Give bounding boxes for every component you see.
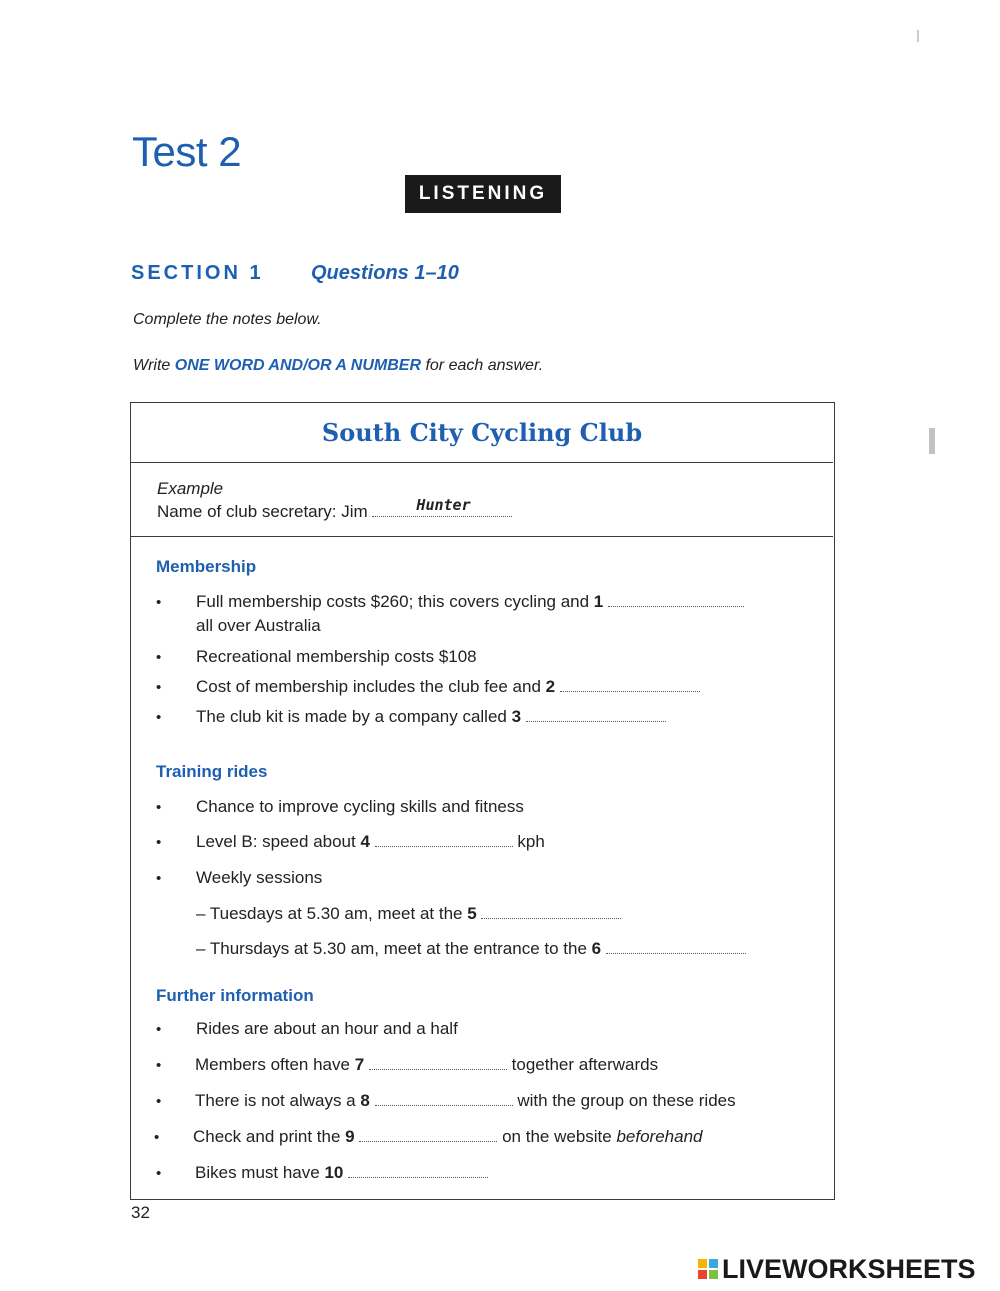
bullet: • xyxy=(156,1021,162,1038)
logo-text: LIVEWORKSHEETS xyxy=(722,1253,976,1284)
item-text: Members often have xyxy=(195,1055,350,1074)
bullet: • xyxy=(156,870,162,887)
bullet: • xyxy=(156,1093,162,1110)
answer-field-7[interactable] xyxy=(369,1056,507,1070)
question-number: 2 xyxy=(545,677,556,696)
bullet: • xyxy=(156,1057,162,1074)
bullet: • xyxy=(156,1165,162,1182)
notes-box xyxy=(130,402,835,1200)
answer-field-2[interactable] xyxy=(560,678,700,692)
question-number: 3 xyxy=(511,707,522,726)
bullet: • xyxy=(156,649,162,666)
training-subitem-2 xyxy=(196,939,746,959)
item-text: beforehand xyxy=(616,1127,703,1146)
training-item-1: Chance to improve cycling skills and fitness xyxy=(196,797,524,816)
logo-block xyxy=(698,1259,707,1268)
example-text: Name of club secretary: Jim xyxy=(157,502,368,521)
bullet: • xyxy=(154,1129,160,1146)
page-number: 32 xyxy=(131,1203,150,1222)
instruction-text: for each answer. xyxy=(421,357,544,374)
membership-item-4 xyxy=(196,707,666,727)
instruction-line-2 xyxy=(133,357,543,375)
item-text: Bikes must have xyxy=(195,1163,320,1182)
scan-mark xyxy=(917,30,919,42)
answer-field-1[interactable] xyxy=(608,593,744,607)
question-number: 1 xyxy=(593,592,604,611)
section-label: SECTION 1 xyxy=(131,262,264,284)
further-item-1: Rides are about an hour and a half xyxy=(196,1019,458,1038)
questions-label: Questions 1–10 xyxy=(311,262,459,284)
item-text: There is not always a xyxy=(195,1091,356,1110)
question-number: 9 xyxy=(345,1127,355,1146)
example-line xyxy=(157,496,512,522)
logo-block xyxy=(698,1270,707,1279)
answer-field-3[interactable] xyxy=(526,708,666,722)
instruction-line-1: Complete the notes below. xyxy=(133,311,322,328)
answer-field-6[interactable] xyxy=(606,940,746,954)
question-number: 6 xyxy=(591,939,602,958)
scan-mark xyxy=(929,428,935,454)
item-text: together afterwards xyxy=(511,1055,659,1074)
bullet: • xyxy=(156,594,162,611)
item-text: Full membership costs $260; this covers cycling and xyxy=(196,592,590,611)
example-label: Example xyxy=(157,479,224,498)
logo-block xyxy=(709,1270,718,1279)
answer-field-8[interactable] xyxy=(375,1092,513,1106)
membership-item-2: Recreational membership costs $108 xyxy=(196,647,477,666)
bullet: • xyxy=(156,834,162,851)
item-text: – Thursdays at 5.30 am, meet at the entrance to the xyxy=(196,939,587,958)
example-answer-field xyxy=(372,496,512,517)
listening-label: LISTENING xyxy=(405,175,561,213)
further-heading: Further information xyxy=(156,986,314,1005)
bullet: • xyxy=(156,709,162,726)
question-number: 7 xyxy=(354,1055,365,1074)
training-item-2 xyxy=(196,832,545,852)
question-number: 4 xyxy=(360,832,370,851)
further-item-5 xyxy=(195,1163,488,1183)
membership-item-3 xyxy=(196,677,700,697)
bullet: • xyxy=(156,799,162,816)
item-text: Check and print the xyxy=(193,1127,341,1146)
instruction-highlight: ONE WORD AND/OR A NUMBER xyxy=(174,357,421,374)
membership-item-1-cont: all over Australia xyxy=(196,616,321,635)
answer-field-10[interactable] xyxy=(348,1164,488,1178)
item-text: on the website xyxy=(502,1127,612,1146)
training-heading: Training rides xyxy=(156,762,268,781)
logo-block xyxy=(709,1259,718,1268)
membership-item-1 xyxy=(196,592,744,612)
example-answer: Hunter xyxy=(416,496,471,514)
answer-field-5[interactable] xyxy=(481,905,621,919)
question-number: 8 xyxy=(360,1091,370,1110)
answer-field-4[interactable] xyxy=(375,833,513,847)
logo-icon xyxy=(698,1259,718,1279)
liveworksheets-logo xyxy=(698,1253,976,1285)
question-number: 10 xyxy=(324,1163,344,1182)
test-title: Test 2 xyxy=(132,128,242,175)
item-text: – Tuesdays at 5.30 am, meet at the xyxy=(196,904,463,923)
answer-field-9[interactable] xyxy=(359,1128,497,1142)
further-item-3 xyxy=(195,1091,736,1111)
item-text: with the group on these rides xyxy=(517,1091,736,1110)
bullet: • xyxy=(156,679,162,696)
further-item-2 xyxy=(195,1055,658,1075)
question-number: 5 xyxy=(467,904,477,923)
item-text: kph xyxy=(517,832,545,851)
divider xyxy=(131,536,833,537)
item-text: Level B: speed about xyxy=(196,832,356,851)
membership-heading: Membership xyxy=(156,557,257,576)
training-subitem-1 xyxy=(196,904,621,924)
item-text: Cost of membership includes the club fee and xyxy=(196,677,541,696)
instruction-text: Write xyxy=(133,357,175,374)
item-text: The club kit is made by a company called xyxy=(196,707,507,726)
further-item-4 xyxy=(193,1127,703,1147)
training-item-3: Weekly sessions xyxy=(196,868,323,887)
notes-title: South City Cycling Club xyxy=(131,403,833,463)
